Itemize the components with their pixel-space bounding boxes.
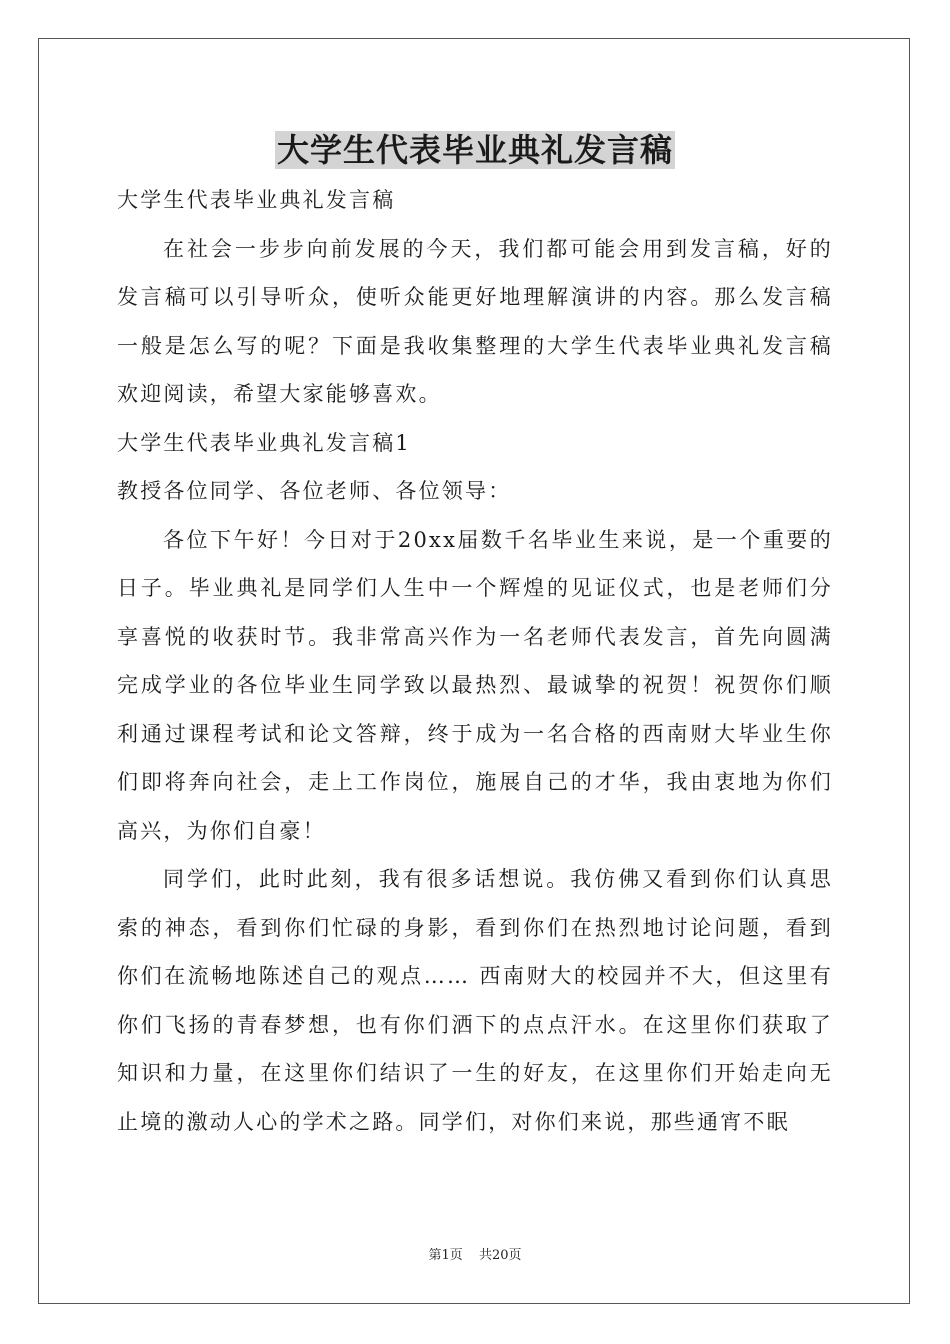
page-total: 共20页	[478, 1248, 522, 1263]
page-number: 第1页	[428, 1248, 463, 1263]
document-title	[0, 128, 950, 172]
paragraph: 大学生代表毕业典礼发言稿	[117, 188, 396, 212]
document-title-text: 大学生代表毕业典礼发言稿	[276, 131, 673, 169]
salutation: 教授各位同学、各位老师、各位领导：	[117, 479, 512, 503]
paragraph: 同学们，此时此刻，我有很多话想说。我仿佛又看到你们认真思索的神态，看到你们忙碌的身影，看到你们在热烈地讨论问题，看到你们在流畅地陈述自己的观点…… 西南财大的校园并不大，但这里有你们飞扬的青春梦想，也有你们洒下的点点汗水。在这里你们获取了知识和力量，在这里你们结识了一生的好友，在这里你们开始走向无止境的激动人心的学术之路。同学们，对你们来说，那些通宵不眠	[117, 867, 833, 1134]
section-heading: 大学生代表毕业典礼发言稿1	[117, 430, 411, 455]
page-footer	[0, 1244, 950, 1263]
paragraph: 在社会一步步向前发展的今天，我们都可能会用到发言稿，好的发言稿可以引导听众，使听众能更好地理解演讲的内容。那么发言稿一般是怎么写的呢？下面是我收集整理的大学生代表毕业典礼发言稿欢迎阅读，希望大家能够喜欢。	[117, 236, 833, 406]
document-body	[117, 176, 833, 1146]
paragraph: 各位下午好！今日对于20xx届数千名毕业生来说，是一个重要的日子。毕业典礼是同学们人生中一个辉煌的见证仪式，也是老师们分享喜悦的收获时节。我非常高兴作为一名老师代表发言，首先向圆满完成学业的各位毕业生同学致以最热烈、最诚挚的祝贺！祝贺你们顺利通过课程考试和论文答辩，终于成为一名合格的西南财大毕业生你们即将奔向社会，走上工作岗位，施展自己的才华，我由衷地为你们高兴，为你们自豪！	[117, 527, 833, 843]
